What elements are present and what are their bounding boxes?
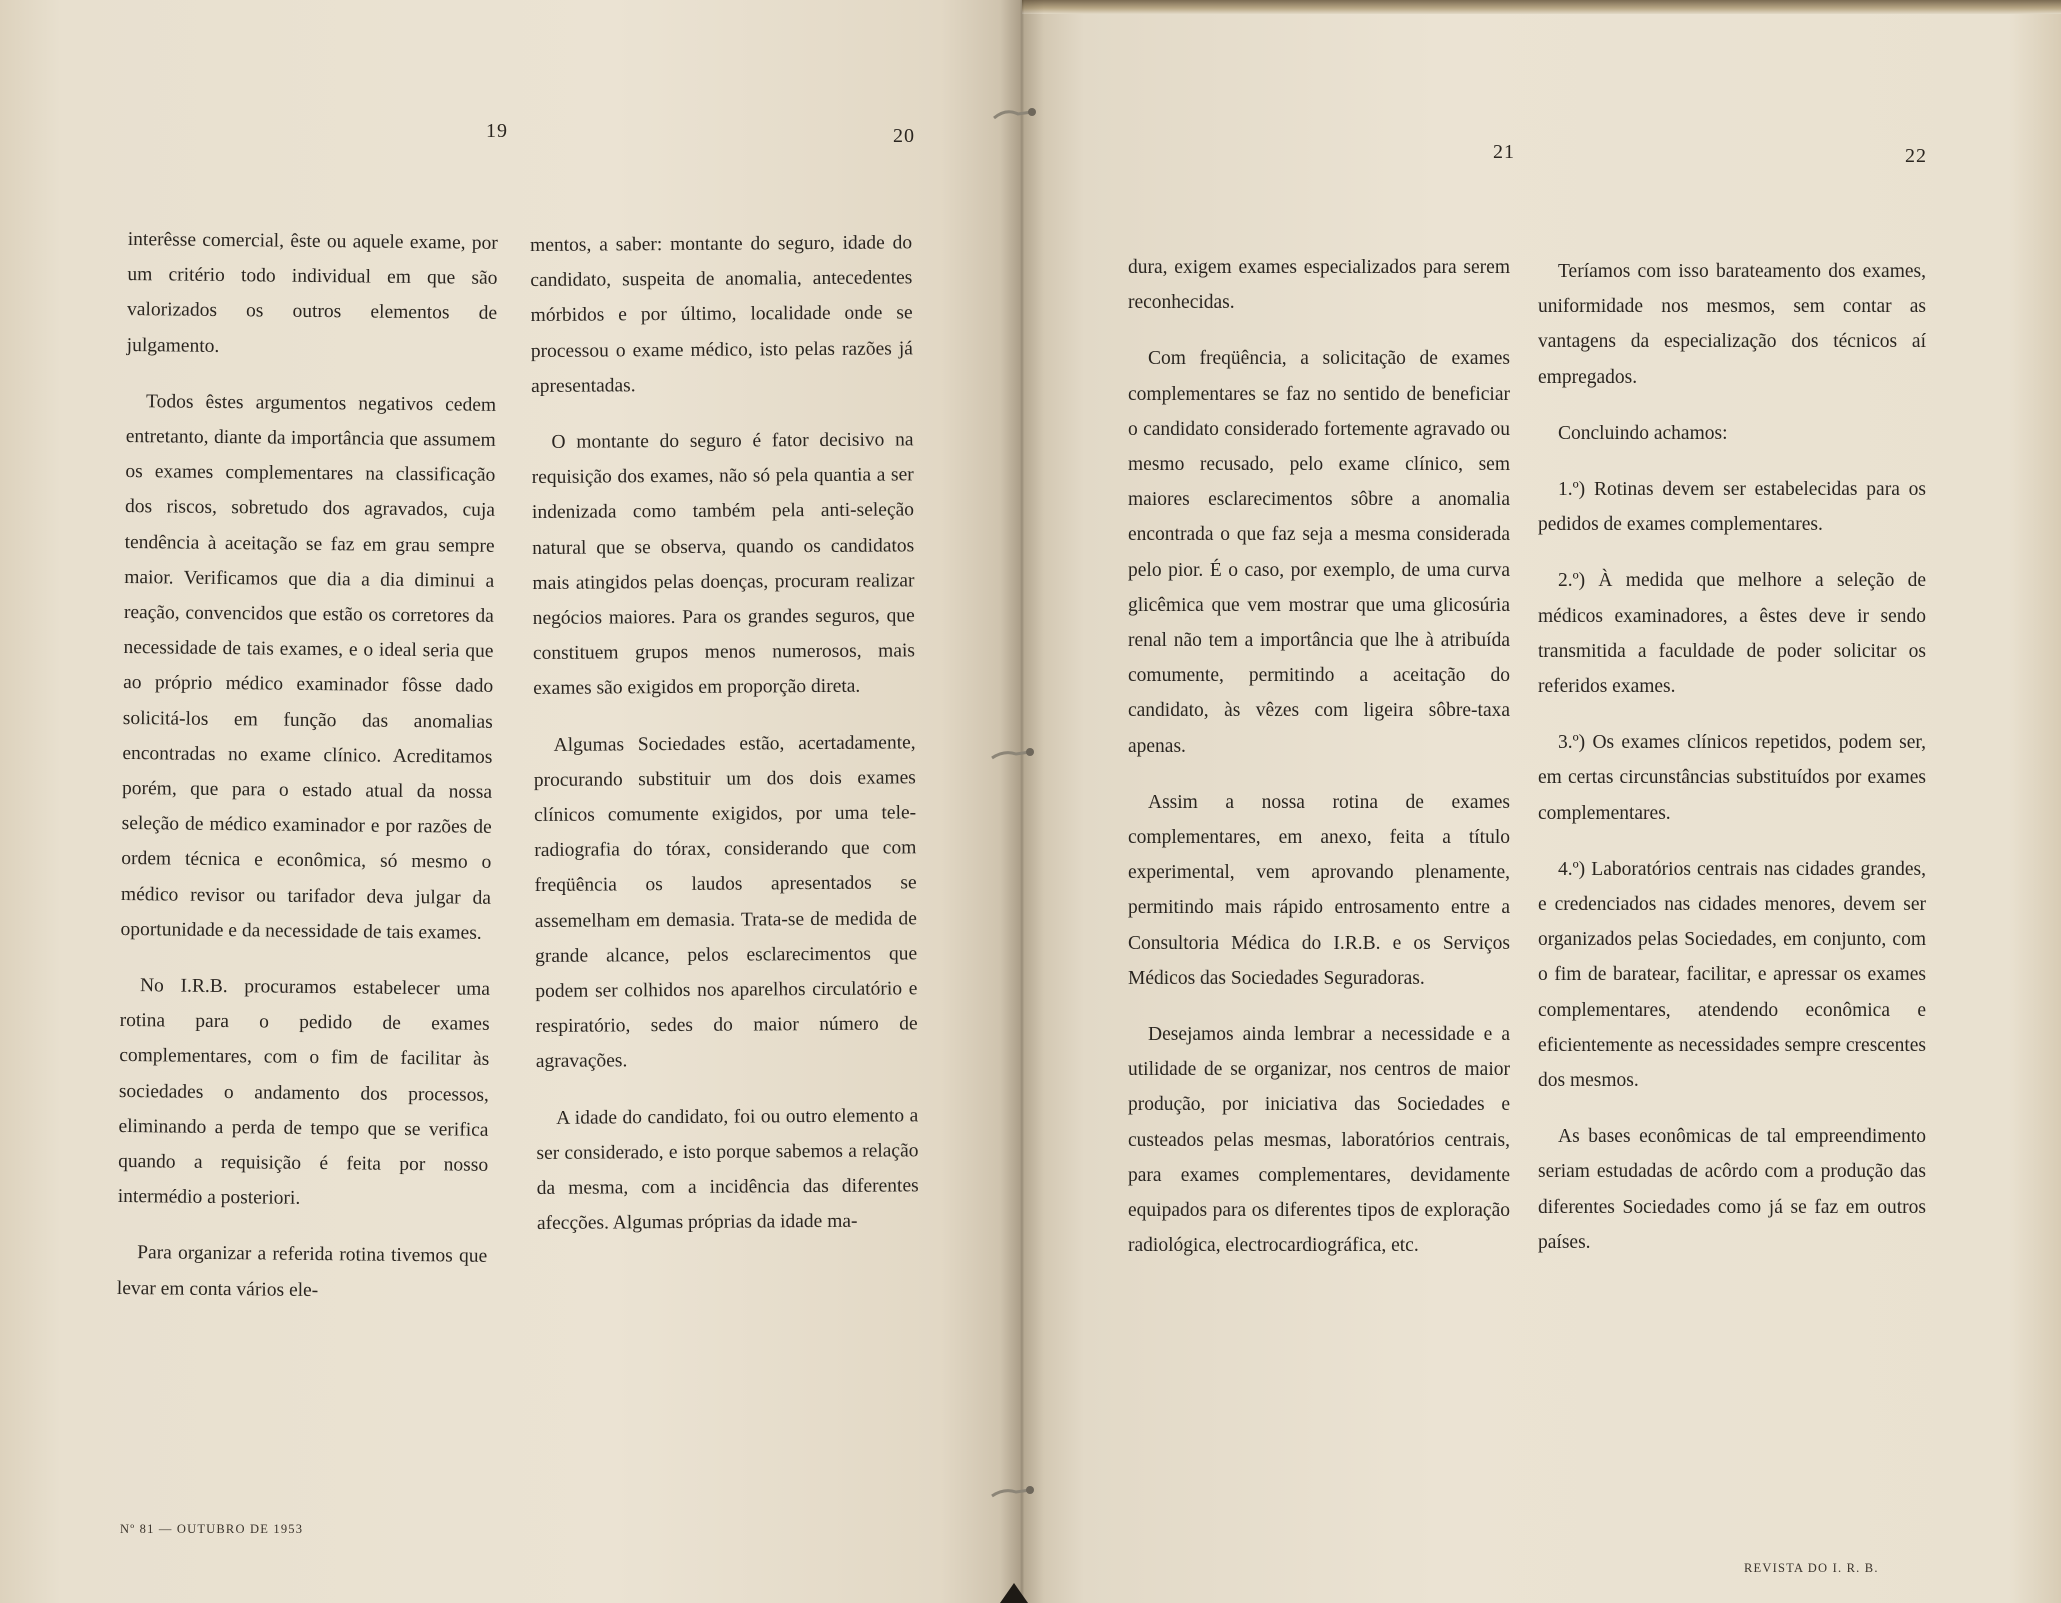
paragraph: A idade do candidato, foi ou outro elemento a ser considerado, e isto porque sabemos a relação da mesma, com a incidência das diferentes afecções. Algumas próprias da idade ma-	[536, 1104, 919, 1235]
page-number: 21	[1493, 141, 1515, 163]
paragraph: dura, exigem exames especializados para serem reconhecidas.	[1128, 257, 1510, 314]
page-number: 19	[486, 120, 508, 142]
paragraph: 2.º) À medida que melhore a seleção de médicos examinadores, a êstes deve ir sendo transmitida a faculdade de poder solicitar os referidos exames.	[1538, 570, 1926, 698]
page-number: 22	[1905, 145, 1927, 167]
paragraph: interêsse comercial, êste ou aquele exame, por um critério todo individual em que são valorizados os outros elementos de julgamento.	[126, 228, 498, 357]
paragraph: Para organizar a referida rotina tivemos que levar em conta vários ele-	[116, 1242, 488, 1301]
footer-journal: REVISTA DO I. R. B.	[1744, 1561, 1879, 1575]
staple-icon	[990, 742, 1034, 768]
page-number: 20	[893, 125, 915, 147]
page-22-column	[1538, 254, 1926, 1281]
paragraph: No I.R.B. procuramos estabelecer uma rotina para o pedido de exames complementares, com o fim de facilitar às sociedades o andamento dos processos, eliminando a perda de tempo que se verifica quando a requisição é feita por nosso intermédio a posteriori.	[117, 975, 491, 1210]
page-21-column	[1128, 250, 1510, 1284]
paragraph: 4.º) Laboratórios centrais nas cidades grandes, e credenciados nas cidades menores, devem ser organizados pelas Sociedades, em conjunto, com o fim de baratear, facilitar, e apressar os exames complementares, atendendo econômica e eficientemente as necessidades sempre crescentes dos mesmos.	[1538, 858, 1926, 1092]
paragraph: Desejamos ainda lembrar a necessidade e a utilidade de se organizar, nos centros de maior produção, por iniciativa das Sociedades e custeados pelas mesmas, laboratórios centrais, para exames complementares, devidamente equipados para os diferentes tipos de exploração radiológica, electrocardiográfica, etc.	[1128, 1024, 1510, 1257]
binding-gutter	[1000, 0, 1044, 1603]
cover-edge	[1022, 0, 2061, 14]
paragraph: 1.º) Rotinas devem ser estabelecidas para os pedidos de exames complementares.	[1538, 479, 1926, 536]
paragraph: Concluindo achamos:	[1558, 422, 1728, 444]
paragraph: Com freqüência, a solicitação de exames complementares se faz no sentido de beneficiar o candidato considerado fortemente agravado ou mesmo recusado, pelo exame clínico, sem maiores esclarecimentos sôbre a anomalia encontrada o que faz seja a mesma considerada pelo pior. É o caso, por exemplo, de uma curva glicêmica que vem mostrar que uma glicosúria renal não tem a importância que lhe à atribuída comumente, permitindo a aceitação do candidato, às vêzes com ligeira sôbre-taxa apenas.	[1128, 348, 1510, 757]
bookmark-marker	[1000, 1583, 1028, 1603]
paragraph: O montante do seguro é fator decisivo na requisição dos exames, não só pela quantia a ser indenizada como também pela anti-seleção natural que se observa, quando os candidatos mais atingidos pelas doenças, procuram realizar negócios maiores. Para os grandes seguros, que constituem grupos menos numerosos, mais exames são exigidos em proporção direta.	[531, 429, 916, 700]
staple-icon	[992, 102, 1036, 128]
staple-icon	[990, 1480, 1034, 1506]
page-20-column	[530, 225, 919, 1262]
paragraph: Assim a nossa rotina de exames complementares, em anexo, feita a título experimental, vem aprovando plenamente, permitindo mais rápido entrosamento entre a Consultoria Médica do I.R.B. e os Serviços Médicos das Sociedades Seguradoras.	[1128, 791, 1510, 989]
paragraph: Algumas Sociedades estão, acertadamente, procurando substituir um dos dois exames clínicos comumente exigidos, por uma tele-radiografia do tórax, considerando que com freqüência os laudos apresentados se assemelham em demasia. Trata-se de medida de grande alcance, pelos esclarecimentos que podem ser colhidos nos aparelhos circulatório e respiratório, sedes do maior número de agravações.	[533, 731, 918, 1073]
paragraph: mentos, a saber: montante do seguro, idade do candidato, suspeita de anomalia, antecedentes mórbidos e por último, localidade onde se processou o exame médico, isto pelas razões já apresentadas.	[530, 232, 913, 397]
paragraph: As bases econômicas de tal empreendimento seriam estudadas de acôrdo com a produção das diferentes Sociedades como já se faz em outros países.	[1538, 1126, 1926, 1253]
paragraph: Teríamos com isso barateamento dos exames, uniformidade nos mesmos, sem contar as vantagens da especialização dos técnicos aí empregados.	[1538, 261, 1926, 388]
page-19-column	[116, 222, 498, 1331]
paragraph: Todos êstes argumentos negativos cedem entretanto, diante da importância que assumem os exames complementares na classificação dos riscos, sobretudo dos agravados, cuja tendência à aceitação se faz em grau sempre maior. Verificamos que dia a dia diminui a reação, convencidos que estão os corretores da necessidade de tais exames, e o ideal seria que ao próprio médico examinador fôsse dado solicitá-los em função das anomalias encontradas no exame clínico. Acreditamos porém, que para o estado atual da nossa seleção de médico examinador e por razões de ordem técnica e econômica, só mesmo o médico revisor ou tarifador deva julgar da oportunidade e da necessidade de tais exames.	[120, 391, 497, 944]
footer-issue: Nº 81 — OUTUBRO DE 1953	[120, 1522, 304, 1536]
paragraph: 3.º) Os exames clínicos repetidos, podem ser, em certas circunstâncias substituídos por exames complementares.	[1538, 732, 1926, 824]
